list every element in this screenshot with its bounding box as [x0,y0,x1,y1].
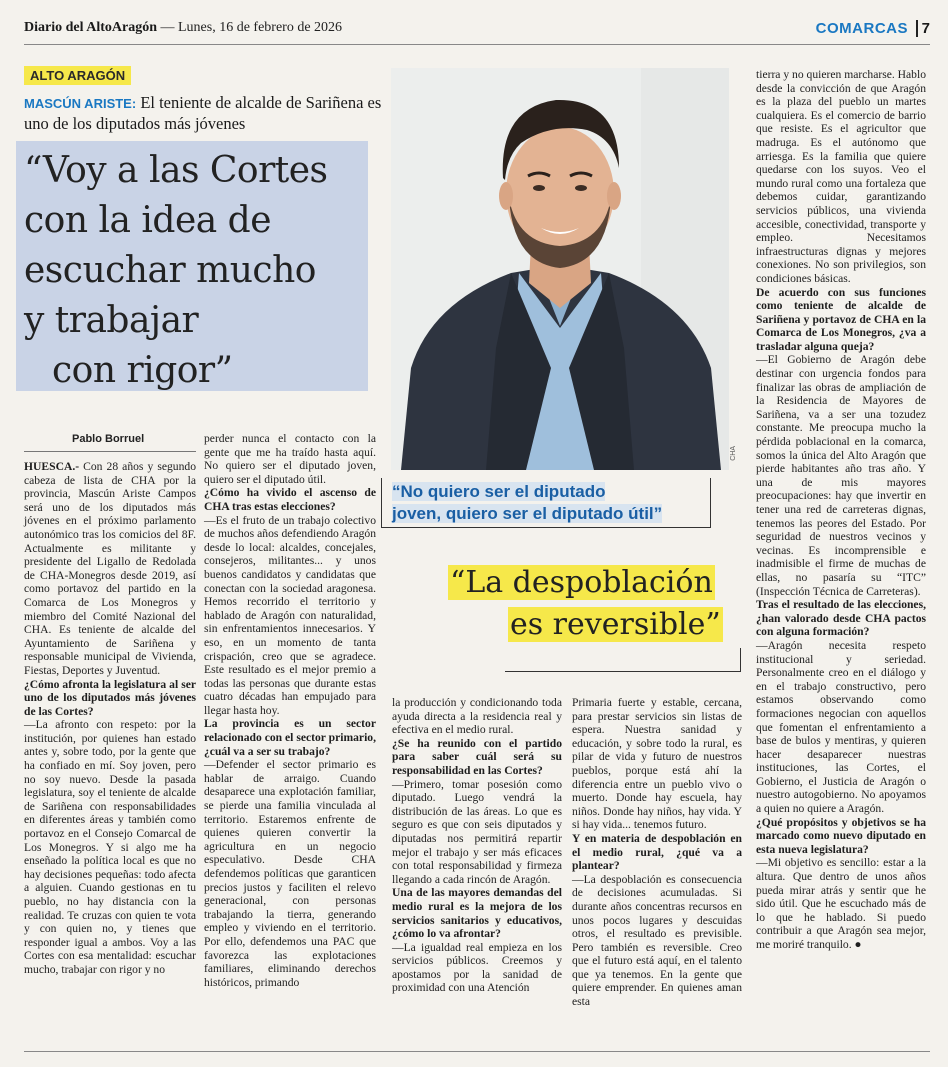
interview-question [392,737,562,778]
article-paragraph [756,856,926,951]
article-paragraph [24,460,196,678]
article-column-1 [24,460,196,977]
paragraph-text: —Defender el sector primario es hablar de arraigo. Cuando desaparece una explotación familiar, se pierde una familia vinculada al territorio. Estaremos enfrente de quienes quieren convertir la agricultura en un negocio especulativo. Desde CHA defendemos políticas que garanticen precios justos y faciliten el relevo generacional, con personas trabajando la tierra, generando empleo y viviendo en el territorio. Por ello, defendemos una PAC que favorezca las explotaciones familiares, eliminando derechos históricos, primando [204,758,376,989]
interview-question [392,886,562,940]
kicker-name: MASCÚN ARISTE: [24,96,137,111]
newspaper-name: Diario del AltoAragón [24,20,157,35]
byline: Pablo Borruel [72,433,145,445]
article-paragraph [24,718,196,976]
photo-credit: CHA [730,446,737,461]
article-paragraph [572,873,742,1009]
pull-quote-2-line: es reversible” [510,607,721,642]
question-text: Una de las mayores demandas del medio rural es la mejora de los servicios sanitarios y educativos, ¿cómo lo va afrontar? [392,886,562,941]
article-paragraph [572,696,742,832]
paragraph-text: —Es el fruto de un trabajo colectivo de muchos años defendiendo Aragón desde lo local: alcaldes, concejales, consejeros, militantes... y unos buenos candidatos y candidatas que conectan con la sociedad aragonesa. Hemos recorrido el territorio y hablado de Aragón con naturalidad, sin enfrentamientos innecesarios. Y eso, en un momento de tanta crispación, creo que se agradece. Este resultado es el mejor premio a todas las personas que durante estas cuatro décadas han empujado para llegar hasta hoy. [204,513,376,717]
article-column-5 [756,68,926,952]
paragraph-text: perder nunca el contacto con la gente que me ha traído hasta aquí. No quiero ser el diputado joven, quiero ser el diputado útil. [204,432,376,486]
interview-question [24,678,196,719]
pull-quote-2 [448,562,728,646]
article-paragraph [756,353,926,598]
paragraph-text: —Primero, tomar posesión como diputado. Luego vendrá la distribución de las áreas. Lo que es seguro es que con seis diputados y diputadas nos permitirá repartir mejor el trabajo y ser más eficaces con total responsabilidad y firmeza llegando a cada rincón de Aragón. [392,777,562,886]
interview-question [756,286,926,354]
article-paragraph [204,758,376,989]
question-text: ¿Se ha reunido con el partido para saber cuál será su responsabilidad en las Cortes? [392,736,562,777]
article-paragraph [204,514,376,718]
question-text: De acuerdo con sus funciones como teniente de alcalde de Sariñena y portavoz de CHA en la Comarca de Los Monegros, ¿va a trasladar alguna queja? [756,285,926,353]
paragraph-text: —Aragón necesita respeto institucional y seriedad. Personalmente creo en el diálogo y en el trabajo constructivo, pero estamos observando como formaciones negocian con aquellos que fomentan el enfrentamiento a base de bulos y mentiras, y quieren hacer desaparecer nuestras instituciones, las Cortes, el Gobierno, el Justicia de Aragón o nuestro autogobierno. No apoyamos a quien no quiere a Aragón. [756,638,926,816]
article-paragraph [392,941,562,995]
article-paragraph [392,778,562,887]
top-rule [24,44,930,45]
interview-question [756,598,926,639]
kicker-text: El teniente de alcalde de Sariñena es uno de los diputados más jóvenes [24,93,382,133]
article-paragraph [204,432,376,486]
paragraph-text: —El Gobierno de Aragón debe destinar con urgencia fondos para finalizar las obras de ampliación de la Residencia de Mayores de Sariñena, va a ser una tozudez constante. Me preocupa mucho la pérdida poblacional en la comarca, somos la única del Alto Aragón que pierde habitantes año tras año. Y una de mis mayores preocupaciones: hay que invertir en tener una red de carreteras dignas, tenemos las peores del Estado. Por seguridad de nuestros vecinos y vecinas. Es incomprensible e inadmisible el firme de muchas de ellas, no pasaría su “ITC” (Inspección Técnica de Carreteras). [756,353,926,598]
paragraph-text: —La igualdad real empieza en los servicios públicos. Creemos y apostamos por la sanidad de proximidad con una Atención [392,940,562,995]
pull-quote-1-line: “No quiero ser el diputado [392,482,606,501]
pull-quote-2-frame [505,648,741,672]
headline-line: con la idea de [24,200,272,241]
dateline: HUESCA.- [24,460,80,473]
portrait-illustration [391,68,729,470]
pull-quote-2-line: “La despoblación [450,565,713,600]
article-column-3 [392,696,562,995]
headline-line: con rigor” [52,350,233,391]
byline-rule [24,451,196,452]
paragraph-text: Con 28 años y segundo cabeza de lista de CHA por la provincia, Mascún Ariste Campos será uno de los diputados más jóvenes en el próximo parlamento autonómico tras los comicios del 8F. Actualmente es militante y presidente del Ligallo de Redolada de CHA-Monegros desde 2019, así como portavoz del partido en la Comarca de Los Monegros y miembro del Comité Nazional del CHA. Es teniente de alcalde del Ayuntamiento de Sariñena y responsable municipal de Vivienda, Fiestas, Deportes y Juventud. [24,460,196,677]
paragraph-text: —Mi objetivo es sencillo: estar a la altura. Que dentro de unos años pueda mirar atrás y sentir que he sido útil. Que he escuchado más de lo que he hablado. Si puedo contribuir a que Aragón sea mejor, me moriré tranquilo. ● [756,856,926,951]
question-text: ¿Cómo ha vivido el ascenso de CHA tras estas elecciones? [204,486,376,513]
interview-question [204,486,376,513]
page-number: 7 [916,20,930,37]
paragraph-text: —La despoblación es consecuencia de decisiones acumuladas. Si durante años concentras recursos en unos pocos lugares y descuidas otros, el resultado es previsible. Pero también es reversible. Creo que el futuro está aquí, en el talento que ya tenemos. En la gente que quiere emprender. En quienes aman esta [572,872,742,1009]
interview-question [204,717,376,758]
headline-line: “Voy a las Cortes [24,150,328,191]
issue-date: — Lunes, 16 de febrero de 2026 [160,20,343,35]
headline-line: escuchar mucho [24,250,316,291]
section-name: COMARCAS [815,20,908,37]
question-text: La provincia es un sector relacionado con el sector primario, ¿cuál va a ser su trabajo? [204,717,376,758]
question-text: ¿Qué propósitos y objetivos se ha marcado como nuevo diputado en esta nueva legislatura? [756,815,926,856]
article-paragraph [756,68,926,286]
question-text: Tras el resultado de las elecciones, ¿han valorado desde CHA pactos con alguna formación? [756,598,926,639]
headline [24,146,364,396]
question-text: ¿Cómo afronta la legislatura al ser uno de los diputados más jóvenes de las Cortes? [24,677,196,718]
paragraph-text: Primaria fuerte y estable, cercana, para prestar servicios sin listas de espera. Nuestra sanidad y educación, y sobre todo la rural, es pilar de vida y futuro de nuestros pueblos, porque está ahí la diferencia entre un pueblo vivo o muerto. Donde hay escuela, hay niños. Donde hay niños, hay vida. Y si hay vida... tenemos futuro. [572,696,742,832]
paragraph-text: la producción y condicionando toda ayuda directa a la residencia real y efectiva en el medio rural. [392,696,562,737]
masthead [24,20,930,44]
paragraph-text: tierra y no quieren marcharse. Hablo desde la convicción de que Aragón es la plaza del pueblo un martes cualquiera. Es el comercio de barrio que resiste. Es el agricultor que madruga. Es el autónomo que arriesga. Es la familia que quiere quedarse con los suyos. Veo el mundo rural como una fortaleza que debemos cuidar, garantizando servicios públicos, una vivienda accesible, conectividad, transporte y empleo. Necesitamos infraestructuras dignas y mejores conexiones. No son privilegios, son condiciones básicas. [756,68,926,285]
interview-question [572,832,742,873]
paragraph-text: —La afronto con respeto: por la institución, por quienes han estado antes y, sobre todo, por la gente que ha confiado en mí. Soy joven, pero no soy nuevo. Desde la pasada legislatura, soy el teniente de alcalde de Sariñena con responsabilidades en diferentes áreas y también como portavoz en el Consejo Comarcal de Los Monegros. Y si algo me ha enseñado la política local es que no hay decisiones pequeñas: todo afecta a alguien. Cuando gestionas en tu pueblo, no hay distancia con la realidad. Te cruzas con quien te vota y con quien no, y tienes que responder igual a ambos. Voy a las Cortes con esa mentalidad: escuchar mucho, trabajar con rigor y no [24,718,196,976]
interview-question [756,816,926,857]
article-column-4 [572,696,742,1009]
article-paragraph [392,696,562,737]
bottom-rule [24,1051,930,1052]
section-tag: ALTO ARAGÓN [24,66,131,85]
question-text: Y en materia de despoblación en el medio rural, ¿qué va a plantear? [572,831,742,873]
portrait-photo [391,68,729,470]
pull-quote-1 [392,481,698,525]
headline-line: y trabajar [24,300,199,341]
article-column-2 [204,432,376,989]
pull-quote-1-line: joven, quiero ser el diputado útil” [392,504,663,523]
article-paragraph [756,639,926,816]
kicker [24,93,384,134]
